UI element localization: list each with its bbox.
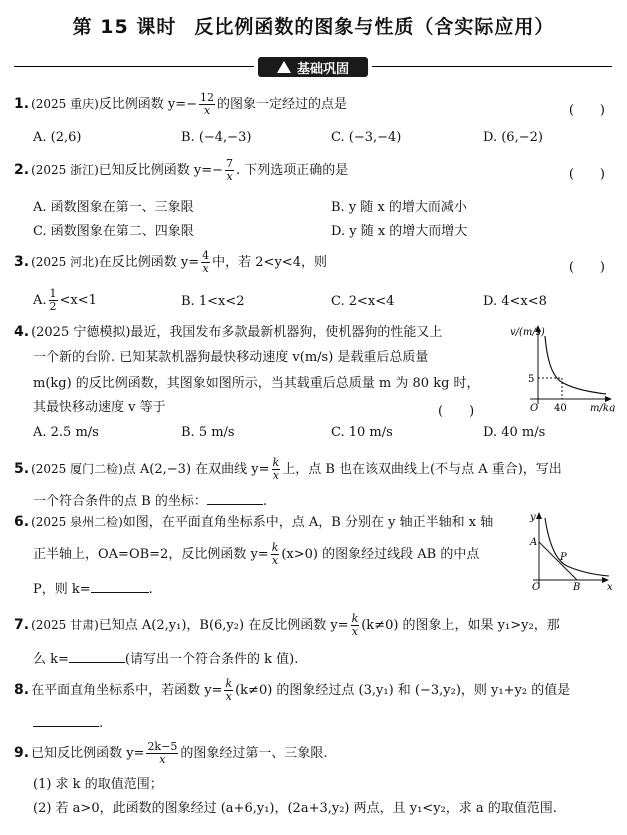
option-c: C. 函数图象在第二、四象限 — [33, 224, 194, 239]
question-8: 8. 在平面直角坐标系中，若函数 y= $\frac{k}{x}$ (k≠0) 的图象经过点 (3,y₁) 和 (−3,y₂)，则 y₁+y₂ 的值是 — [14, 677, 571, 703]
x-tick: 40 — [554, 403, 567, 412]
question-2: 2. (2025 浙江)已知反比例函数 y=− $\frac{7}{x}$ . 下列选项正确的是 — [14, 157, 349, 183]
option-d: D. y 随 x 的增大而增大 — [331, 224, 468, 239]
origin-label: O — [530, 403, 539, 412]
question-9: 9. 已知反比例函数 y= $\frac{2k-5}{x}$ 的图象经过第一、三象限. — [14, 740, 328, 766]
answer-paren: ( ) — [568, 167, 605, 182]
option-a: A. $\frac{1}{2}$ <x<1 — [33, 287, 97, 313]
section-banner: 基础巩固 — [258, 57, 368, 77]
option-c: C. 2<x<4 — [331, 294, 395, 309]
answer-blank — [69, 650, 125, 663]
fraction: $\frac{k}{x}$ — [272, 456, 280, 482]
page-title: 第 15 课时 反比例函数的图象与性质（含实际应用） — [72, 16, 555, 38]
y-tick: 5 — [528, 374, 535, 385]
origin-label: O — [532, 582, 541, 592]
question-6-line-1: 6. (2025 泉州二检)如图，在平面直角坐标系中，点 A，B 分别在 y 轴正半轴和 x 轴 — [14, 514, 494, 530]
fraction: $\frac{1}{2}$ — [49, 287, 57, 313]
speed-mass-graph — [508, 322, 620, 412]
question-1: 1. (2025 重庆)反比例函数 y=− $\frac{12}{x}$ 的图象一定经过的点是 — [14, 91, 348, 117]
option-d: D. 4<x<8 — [483, 294, 547, 309]
answer-blank — [33, 714, 99, 727]
section-icon — [277, 61, 291, 73]
answer-paren: ( ) — [568, 260, 605, 275]
question-4-line-1: 4. (2025 宁德模拟)最近，我国发布多款最新机器狗，使机器狗的性能又上 — [14, 324, 443, 340]
question-5-line-2: 一个符合条件的点 B 的坐标： . — [33, 494, 267, 509]
option-a: A. 函数图象在第一、三象限 — [33, 200, 194, 215]
question-7: 7. (2025 甘肃)已知点 A(2,y₁)，B(6,y₂) 在反比例函数 y= $\frac{k}{x}$ (k≠0) 的图象上，如果 y₁>y₂，那 — [14, 612, 560, 638]
option-c: C. 10 m/s — [331, 425, 393, 440]
y-axis-label: y — [530, 512, 536, 523]
answer-blank — [91, 580, 149, 593]
inverse-curve — [545, 518, 609, 576]
question-7-line-2: 么 k= (请写出一个符合条件的 k 值). — [33, 652, 299, 667]
answer-paren: ( ) — [438, 404, 475, 419]
point-a-label: A — [530, 537, 538, 548]
option-a: A. (2,6) — [33, 130, 82, 145]
y-axis-label: v/(m/s) — [510, 327, 545, 338]
question-6-line-3: P，则 k= . — [33, 582, 153, 597]
fraction: $\frac{7}{x}$ — [226, 157, 234, 183]
banner-rule-right — [372, 66, 612, 67]
point-p-label: P — [560, 552, 567, 563]
inverse-curve — [545, 336, 606, 394]
fraction: $\frac{k}{x}$ — [351, 612, 359, 638]
x-axis-label: m/kg — [590, 403, 616, 412]
fraction: $\frac{k}{x}$ — [271, 541, 279, 567]
segment-ab — [539, 542, 577, 580]
option-d: D. 40 m/s — [483, 425, 546, 440]
option-b: B. 1<x<2 — [181, 294, 245, 309]
question-4-line-2: 一个新的台阶. 已知某款机器狗最快移动速度 v(m/s) 是载重后总质量 — [33, 350, 429, 365]
question-9-part-2: (2) 若 a>0，此函数的图象经过 (a+6,y₁)，(2a+3,y₂) 两点，且 y₁<y₂，求 a 的取值范围. — [33, 801, 557, 816]
banner-rule-left — [14, 66, 254, 67]
question-4-line-4: 其最快移动速度 v 等于 — [33, 400, 166, 415]
option-a: A. 2.5 m/s — [33, 425, 99, 440]
fraction: $\frac{k}{x}$ — [225, 677, 233, 703]
option-c: C. (−3,−4) — [331, 130, 402, 145]
midpoint-graph — [527, 508, 617, 592]
point-b-label: B — [573, 582, 581, 592]
answer-paren: ( ) — [568, 103, 605, 118]
fraction: $\frac{4}{x}$ — [202, 249, 210, 275]
question-9-part-1: (1) 求 k 的取值范围； — [33, 777, 163, 792]
option-b: B. 5 m/s — [181, 425, 235, 440]
question-5: 5. (2025 厦门二检)点 A(2,−3) 在双曲线 y= $\frac{k}{x}$ 上，点 B 也在该双曲线上(不与点 A 重合)，写出 — [14, 456, 562, 482]
question-6-line-2: 正半轴上，OA=OB=2，反比例函数 y= $\frac{k}{x}$ (x>0) 的图象经过线段 AB 的中点 — [33, 541, 480, 567]
option-b: B. (−4,−3) — [181, 130, 252, 145]
question-4-line-3: m(kg) 的反比例函数，其图象如图所示，当其载重后总质量 m 为 80 kg 时， — [33, 376, 480, 391]
question-8-line-2: . — [33, 714, 103, 732]
option-b: B. y 随 x 的增大而减小 — [331, 200, 467, 215]
fraction: $\frac{12}{x}$ — [200, 91, 215, 117]
answer-blank — [207, 492, 263, 505]
question-3: 3. (2025 河北)在反比例函数 y= $\frac{4}{x}$ 中，若 2<y<4，则 — [14, 249, 327, 275]
x-axis-label: x — [607, 582, 613, 592]
option-d: D. (6,−2) — [483, 130, 543, 145]
fraction: $\frac{2k-5}{x}$ — [147, 740, 178, 766]
